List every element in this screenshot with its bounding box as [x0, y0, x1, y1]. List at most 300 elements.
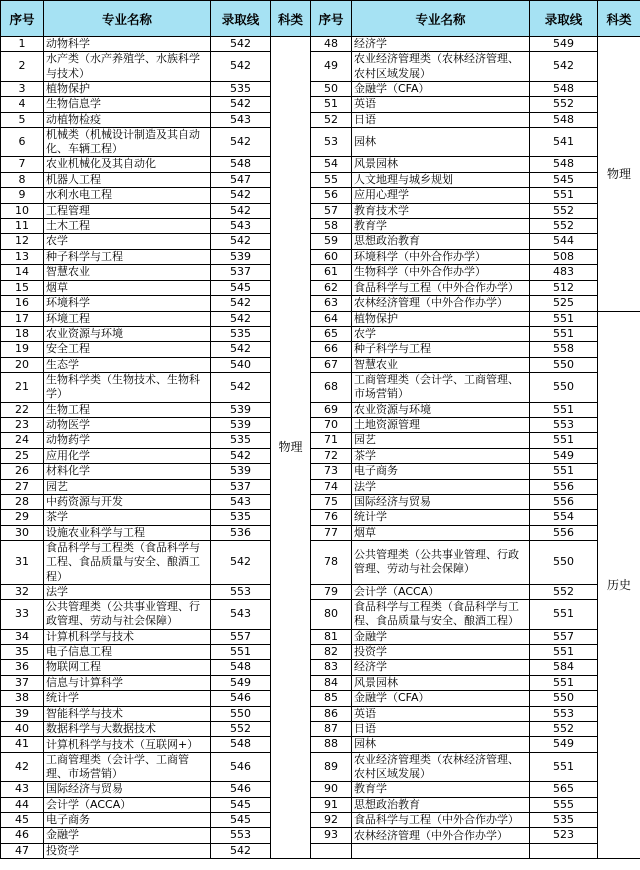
row-number: 23 — [1, 417, 44, 432]
table-row — [1, 479, 640, 494]
row-number: 53 — [311, 128, 352, 157]
major-name: 风景园林 — [352, 157, 530, 172]
table-row — [1, 311, 640, 326]
table-row — [1, 342, 640, 357]
row-number: 48 — [311, 37, 352, 52]
major-name: 教育学 — [352, 782, 530, 797]
major-name: 英语 — [352, 706, 530, 721]
major-name: 统计学 — [352, 510, 530, 525]
row-number: 45 — [1, 813, 44, 828]
row-number: 79 — [311, 584, 352, 599]
table-row — [1, 541, 640, 585]
header-no-left: 序号 — [1, 1, 44, 37]
major-name: 金融学（CFA） — [352, 81, 530, 96]
row-number: 42 — [1, 752, 44, 781]
major-name: 经济学 — [352, 37, 530, 52]
admission-score: 550 — [211, 706, 271, 721]
table-row — [1, 373, 640, 402]
table-row — [1, 417, 640, 432]
row-number: 78 — [311, 541, 352, 585]
row-number: 80 — [311, 600, 352, 629]
major-name: 食品科学与工程类（食品科学与工程、食品质量与安全、酿酒工程） — [352, 600, 530, 629]
admission-score: 552 — [530, 203, 598, 218]
table-row — [1, 52, 640, 81]
admission-score: 544 — [530, 234, 598, 249]
major-name: 种子科学与工程 — [352, 342, 530, 357]
major-name: 日语 — [352, 722, 530, 737]
admission-score: 548 — [530, 157, 598, 172]
row-number: 16 — [1, 296, 44, 311]
row-number: 36 — [1, 660, 44, 675]
row-number: 18 — [1, 326, 44, 341]
major-name: 国际经济与贸易 — [44, 782, 211, 797]
major-name: 日语 — [352, 112, 530, 127]
table-row — [1, 645, 640, 660]
admission-score: 483 — [530, 265, 598, 280]
table-row — [1, 326, 640, 341]
major-name: 动物科学 — [44, 37, 211, 52]
row-number: 67 — [311, 357, 352, 372]
subject-cell-left: 物理 — [271, 37, 311, 859]
table-row — [1, 448, 640, 463]
admission-score: 545 — [211, 280, 271, 295]
major-name: 园艺 — [44, 479, 211, 494]
row-number: 9 — [1, 188, 44, 203]
row-number: 60 — [311, 249, 352, 264]
table-row — [1, 797, 640, 812]
admission-score: 584 — [530, 660, 598, 675]
admission-score: 542 — [211, 296, 271, 311]
admission-score: 551 — [530, 433, 598, 448]
row-number: 70 — [311, 417, 352, 432]
row-number: 7 — [1, 157, 44, 172]
major-name: 中药资源与开发 — [44, 494, 211, 509]
admission-score: 548 — [530, 112, 598, 127]
row-number: 2 — [1, 52, 44, 81]
major-name: 会计学（ACCA） — [44, 797, 211, 812]
admission-score: 546 — [211, 752, 271, 781]
admission-score: 546 — [211, 691, 271, 706]
major-name: 农林经济管理（中外合作办学） — [352, 296, 530, 311]
header-major-right: 专业名称 — [352, 1, 530, 37]
header-major-left: 专业名称 — [44, 1, 211, 37]
row-number: 56 — [311, 188, 352, 203]
table-row — [1, 157, 640, 172]
major-name: 环境科学（中外合作办学） — [352, 249, 530, 264]
major-name: 水产类（水产养殖学、水族科学与技术） — [44, 52, 211, 81]
table-row — [1, 433, 640, 448]
major-name: 动物药学 — [44, 433, 211, 448]
admission-score: 535 — [211, 510, 271, 525]
major-name: 会计学（ACCA） — [352, 584, 530, 599]
admission-score: 551 — [530, 752, 598, 781]
table-row — [1, 249, 640, 264]
admission-score: 542 — [530, 52, 598, 81]
row-number: 85 — [311, 691, 352, 706]
table-row — [1, 219, 640, 234]
row-number: 50 — [311, 81, 352, 96]
table-row — [1, 494, 640, 509]
major-name: 园林 — [352, 128, 530, 157]
admission-score: 543 — [211, 112, 271, 127]
admission-score: 542 — [211, 234, 271, 249]
admission-score: 549 — [530, 448, 598, 463]
row-number: 26 — [1, 464, 44, 479]
table-row — [1, 97, 640, 112]
major-name: 园艺 — [352, 433, 530, 448]
admission-score: 554 — [530, 510, 598, 525]
subject-cell-right-physics: 物理 — [598, 37, 640, 312]
table-row — [1, 234, 640, 249]
admission-score: 551 — [530, 464, 598, 479]
major-name: 食品科学与工程类（食品科学与工程、食品质量与安全、酿酒工程） — [44, 541, 211, 585]
admission-score: 551 — [530, 311, 598, 326]
major-name: 法学 — [352, 479, 530, 494]
table-row — [1, 584, 640, 599]
row-number: 5 — [1, 112, 44, 127]
admission-score: 542 — [211, 37, 271, 52]
row-number: 3 — [1, 81, 44, 96]
major-name: 动植物检疫 — [44, 112, 211, 127]
row-number: 38 — [1, 691, 44, 706]
major-name: 农学 — [44, 234, 211, 249]
major-name: 园林 — [352, 737, 530, 752]
admission-score: 542 — [211, 128, 271, 157]
major-name: 食品科学与工程（中外合作办学） — [352, 280, 530, 295]
major-name: 国际经济与贸易 — [352, 494, 530, 509]
admission-score: 512 — [530, 280, 598, 295]
major-name: 种子科学与工程 — [44, 249, 211, 264]
major-name: 生物科学（中外合作办学） — [352, 265, 530, 280]
major-name: 投资学 — [44, 843, 211, 858]
row-number: 55 — [311, 172, 352, 187]
admission-score: 537 — [211, 265, 271, 280]
admission-score: 542 — [211, 373, 271, 402]
row-number: 39 — [1, 706, 44, 721]
major-name: 电子信息工程 — [44, 645, 211, 660]
major-name: 教育技术学 — [352, 203, 530, 218]
row-number: 29 — [1, 510, 44, 525]
row-number: 37 — [1, 675, 44, 690]
admission-score: 542 — [211, 188, 271, 203]
row-number: 49 — [311, 52, 352, 81]
admission-score: 548 — [530, 81, 598, 96]
admission-score: 550 — [530, 357, 598, 372]
admission-score: 556 — [530, 525, 598, 540]
major-name: 材料化学 — [44, 464, 211, 479]
admission-score: 553 — [211, 828, 271, 843]
empty-cell — [530, 843, 598, 858]
row-number: 84 — [311, 675, 352, 690]
admission-score: 550 — [530, 541, 598, 585]
admission-score: 557 — [530, 629, 598, 644]
major-name: 应用心理学 — [352, 188, 530, 203]
major-name: 智慧农业 — [352, 357, 530, 372]
major-name: 安全工程 — [44, 342, 211, 357]
admission-score: 537 — [211, 479, 271, 494]
admission-score: 539 — [211, 402, 271, 417]
major-name: 动物医学 — [44, 417, 211, 432]
header-subject-right: 科类 — [598, 1, 640, 37]
row-number: 64 — [311, 311, 352, 326]
row-number: 21 — [1, 373, 44, 402]
admission-score: 535 — [530, 813, 598, 828]
major-name: 植物保护 — [44, 81, 211, 96]
admission-score: 558 — [530, 342, 598, 357]
major-name: 农业资源与环境 — [44, 326, 211, 341]
row-number: 17 — [1, 311, 44, 326]
admission-score: 525 — [530, 296, 598, 311]
table-row — [1, 706, 640, 721]
major-name: 生物科学类（生物技术、生物科学） — [44, 373, 211, 402]
table-row — [1, 660, 640, 675]
major-name: 农业机械化及其自动化 — [44, 157, 211, 172]
row-number: 61 — [311, 265, 352, 280]
row-number: 20 — [1, 357, 44, 372]
major-name: 生物工程 — [44, 402, 211, 417]
admission-score: 545 — [211, 813, 271, 828]
major-name: 智慧农业 — [44, 265, 211, 280]
row-number: 93 — [311, 828, 352, 843]
row-number: 88 — [311, 737, 352, 752]
admission-score: 551 — [530, 402, 598, 417]
major-name: 农学 — [352, 326, 530, 341]
admission-score: 552 — [211, 722, 271, 737]
major-name: 统计学 — [44, 691, 211, 706]
admission-score: 549 — [530, 37, 598, 52]
major-name: 茶学 — [352, 448, 530, 463]
major-name: 农业经济管理类（农林经济管理、农村区域发展） — [352, 752, 530, 781]
table-row — [1, 280, 640, 295]
major-name: 生物信息学 — [44, 97, 211, 112]
subject-cell-right-history: 历史 — [598, 311, 640, 859]
major-name: 应用化学 — [44, 448, 211, 463]
admission-score: 551 — [530, 645, 598, 660]
table-body — [1, 37, 640, 859]
admission-score: 555 — [530, 797, 598, 812]
row-number: 22 — [1, 402, 44, 417]
table-row — [1, 510, 640, 525]
header-score-right: 录取线 — [530, 1, 598, 37]
major-name: 环境工程 — [44, 311, 211, 326]
admission-score: 536 — [211, 525, 271, 540]
row-number: 6 — [1, 128, 44, 157]
row-number: 72 — [311, 448, 352, 463]
table-row — [1, 112, 640, 127]
table-row — [1, 128, 640, 157]
admission-score: 542 — [211, 52, 271, 81]
admission-score: 548 — [211, 660, 271, 675]
row-number: 46 — [1, 828, 44, 843]
major-name: 公共管理类（公共事业管理、行政管理、劳动与社会保障） — [352, 541, 530, 585]
table-row — [1, 828, 640, 843]
row-number: 1 — [1, 37, 44, 52]
major-name: 土木工程 — [44, 219, 211, 234]
major-name: 水利水电工程 — [44, 188, 211, 203]
header-row — [1, 1, 640, 37]
admission-score: 551 — [530, 600, 598, 629]
major-name: 思想政治教育 — [352, 797, 530, 812]
admission-score: 545 — [211, 797, 271, 812]
major-name: 智能科学与技术 — [44, 706, 211, 721]
table-row — [1, 203, 640, 218]
admission-score: 539 — [211, 464, 271, 479]
major-name: 金融学 — [352, 629, 530, 644]
major-name: 教育学 — [352, 219, 530, 234]
row-number: 86 — [311, 706, 352, 721]
row-number: 59 — [311, 234, 352, 249]
admission-score: 550 — [530, 691, 598, 706]
table-row — [1, 81, 640, 96]
major-name: 环境科学 — [44, 296, 211, 311]
admission-score: 543 — [211, 219, 271, 234]
table-row — [1, 357, 640, 372]
row-number: 32 — [1, 584, 44, 599]
admission-score: 550 — [530, 373, 598, 402]
admission-score: 540 — [211, 357, 271, 372]
table-row — [1, 600, 640, 629]
table-row — [1, 675, 640, 690]
table-row — [1, 722, 640, 737]
row-number: 58 — [311, 219, 352, 234]
table-row — [1, 525, 640, 540]
table-row — [1, 402, 640, 417]
table-row — [1, 691, 640, 706]
row-number: 54 — [311, 157, 352, 172]
row-number: 76 — [311, 510, 352, 525]
row-number: 66 — [311, 342, 352, 357]
admission-score: 553 — [530, 706, 598, 721]
table-row — [1, 629, 640, 644]
admission-score: 551 — [211, 645, 271, 660]
row-number: 14 — [1, 265, 44, 280]
admission-score: 546 — [211, 782, 271, 797]
major-name: 工程管理 — [44, 203, 211, 218]
major-name: 数据科学与大数据技术 — [44, 722, 211, 737]
row-number: 43 — [1, 782, 44, 797]
row-number: 30 — [1, 525, 44, 540]
admission-score: 543 — [211, 600, 271, 629]
row-number: 34 — [1, 629, 44, 644]
admission-score: 542 — [211, 448, 271, 463]
admission-score: 508 — [530, 249, 598, 264]
admission-score: 551 — [530, 188, 598, 203]
major-name: 英语 — [352, 97, 530, 112]
header-subject-left: 科类 — [271, 1, 311, 37]
row-number: 52 — [311, 112, 352, 127]
table-row — [1, 843, 640, 858]
admission-score: 552 — [530, 97, 598, 112]
admission-score: 556 — [530, 479, 598, 494]
major-name: 烟草 — [352, 525, 530, 540]
major-name: 农林经济管理（中外合作办学） — [352, 828, 530, 843]
major-name: 工商管理类（会计学、工商管理、市场营销） — [44, 752, 211, 781]
admission-score: 556 — [530, 494, 598, 509]
major-name: 生态学 — [44, 357, 211, 372]
empty-cell — [311, 843, 352, 858]
major-name: 人文地理与城乡规划 — [352, 172, 530, 187]
row-number: 89 — [311, 752, 352, 781]
major-name: 经济学 — [352, 660, 530, 675]
row-number: 69 — [311, 402, 352, 417]
admission-score: 542 — [211, 97, 271, 112]
major-name: 金融学（CFA） — [352, 691, 530, 706]
major-name: 烟草 — [44, 280, 211, 295]
admission-score: 552 — [530, 584, 598, 599]
empty-cell — [352, 843, 530, 858]
row-number: 31 — [1, 541, 44, 585]
major-name: 物联网工程 — [44, 660, 211, 675]
major-name: 公共管理类（公共事业管理、行政管理、劳动与社会保障） — [44, 600, 211, 629]
admission-score: 542 — [211, 342, 271, 357]
row-number: 83 — [311, 660, 352, 675]
admission-score: 535 — [211, 81, 271, 96]
row-number: 68 — [311, 373, 352, 402]
row-number: 73 — [311, 464, 352, 479]
admission-score: 548 — [211, 737, 271, 752]
row-number: 41 — [1, 737, 44, 752]
row-number: 15 — [1, 280, 44, 295]
admission-score: 548 — [211, 157, 271, 172]
row-number: 92 — [311, 813, 352, 828]
header-no-right: 序号 — [311, 1, 352, 37]
row-number: 87 — [311, 722, 352, 737]
major-name: 机械类（机械设计制造及其自动化、车辆工程） — [44, 128, 211, 157]
row-number: 12 — [1, 234, 44, 249]
row-number: 62 — [311, 280, 352, 295]
table-row — [1, 37, 640, 52]
admission-score: 535 — [211, 326, 271, 341]
major-name: 土地资源管理 — [352, 417, 530, 432]
row-number: 28 — [1, 494, 44, 509]
major-name: 风景园林 — [352, 675, 530, 690]
major-name: 设施农业科学与工程 — [44, 525, 211, 540]
admission-score: 542 — [211, 203, 271, 218]
row-number: 82 — [311, 645, 352, 660]
row-number: 10 — [1, 203, 44, 218]
table-row — [1, 782, 640, 797]
admission-score: 553 — [530, 417, 598, 432]
row-number: 65 — [311, 326, 352, 341]
header-score-left: 录取线 — [211, 1, 271, 37]
row-number: 40 — [1, 722, 44, 737]
admission-score: 545 — [530, 172, 598, 187]
row-number: 35 — [1, 645, 44, 660]
major-name: 投资学 — [352, 645, 530, 660]
major-name: 茶学 — [44, 510, 211, 525]
row-number: 71 — [311, 433, 352, 448]
admission-score: 547 — [211, 172, 271, 187]
table-row — [1, 813, 640, 828]
row-number: 51 — [311, 97, 352, 112]
admission-score: 557 — [211, 629, 271, 644]
row-number: 74 — [311, 479, 352, 494]
admission-score: 552 — [530, 219, 598, 234]
row-number: 91 — [311, 797, 352, 812]
row-number: 47 — [1, 843, 44, 858]
row-number: 25 — [1, 448, 44, 463]
row-number: 81 — [311, 629, 352, 644]
table-row — [1, 188, 640, 203]
admission-score: 549 — [530, 737, 598, 752]
major-name: 电子商务 — [352, 464, 530, 479]
major-name: 植物保护 — [352, 311, 530, 326]
row-number: 63 — [311, 296, 352, 311]
table-row — [1, 752, 640, 781]
row-number: 90 — [311, 782, 352, 797]
table-row — [1, 737, 640, 752]
admission-score: 542 — [211, 311, 271, 326]
